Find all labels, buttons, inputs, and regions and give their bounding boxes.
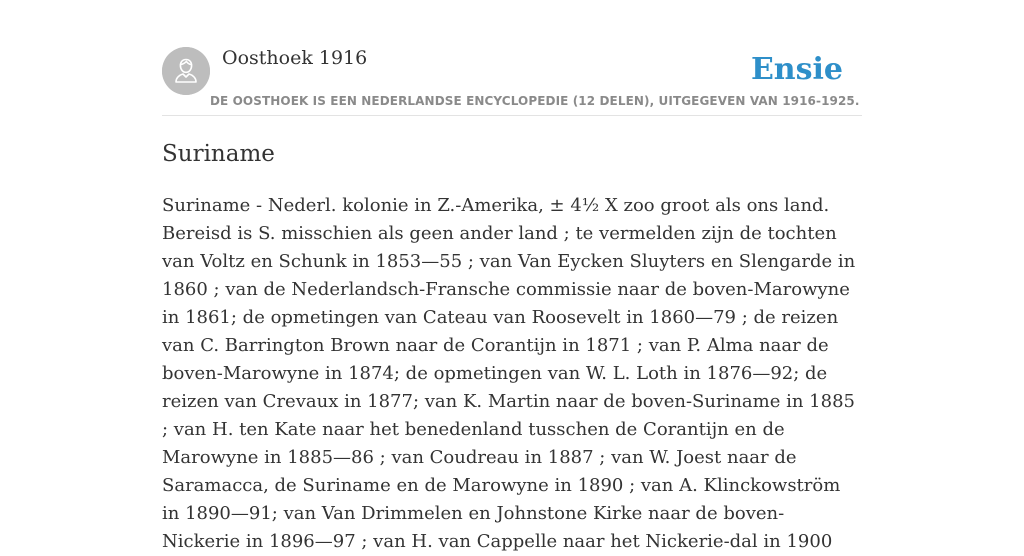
brand-logo[interactable]: Ensie [750,52,843,87]
user-avatar-icon[interactable] [162,47,210,95]
source-header [162,0,862,116]
user-silhouette-icon [162,47,210,95]
content-container [162,0,862,552]
article-body: Suriname - Nederl. kolonie in Z.-Amerika, ± 4½ X zoo groot als ons land. Bereisd is S. misschien als geen ander land ; te vermelden zijn de tochten van Voltz en Schunk in 1853—55 ; van Van Eycken Sluyters en Slengarde in 1860 ; van de Nederlandsch-Fransche commissie naar de boven-Marowyne in 1861; de opmetingen van Cateau van Roosevelt in 1860—79 ; de reizen van C. Barrington Brown naar de Corantijn in 1871 ; van P. Alma naar de boven-Marowyne in 1874; de opmetingen van W. L. Loth in 1876—92; de reizen van Crevaux in 1877; van K. Martin naar de boven-Suriname in 1885 ; van H. ten Kate naar het benedenland tusschen de Corantijn en de Marowyne in 1885—86 ; van Coudreau in 1887 ; van W. Joest naar de Saramacca, de Suriname en de Marowyne in 1890 ; van A. Klinckowström in 1890—91; van Van Drimmelen en Johnstone Kirke naar de boven-Nickerie in 1896—97 ; van H. van Cappelle naar het Nickerie-dal in 1900 [162,195,856,552]
article-title: Suriname [162,141,275,167]
source-name[interactable]: Oosthoek 1916 [222,47,368,69]
source-description: DE OOSTHOEK IS EEN NEDERLANDSE ENCYCLOPEDIE (12 DELEN), UITGEGEVEN VAN 1916-1925. [210,94,860,108]
